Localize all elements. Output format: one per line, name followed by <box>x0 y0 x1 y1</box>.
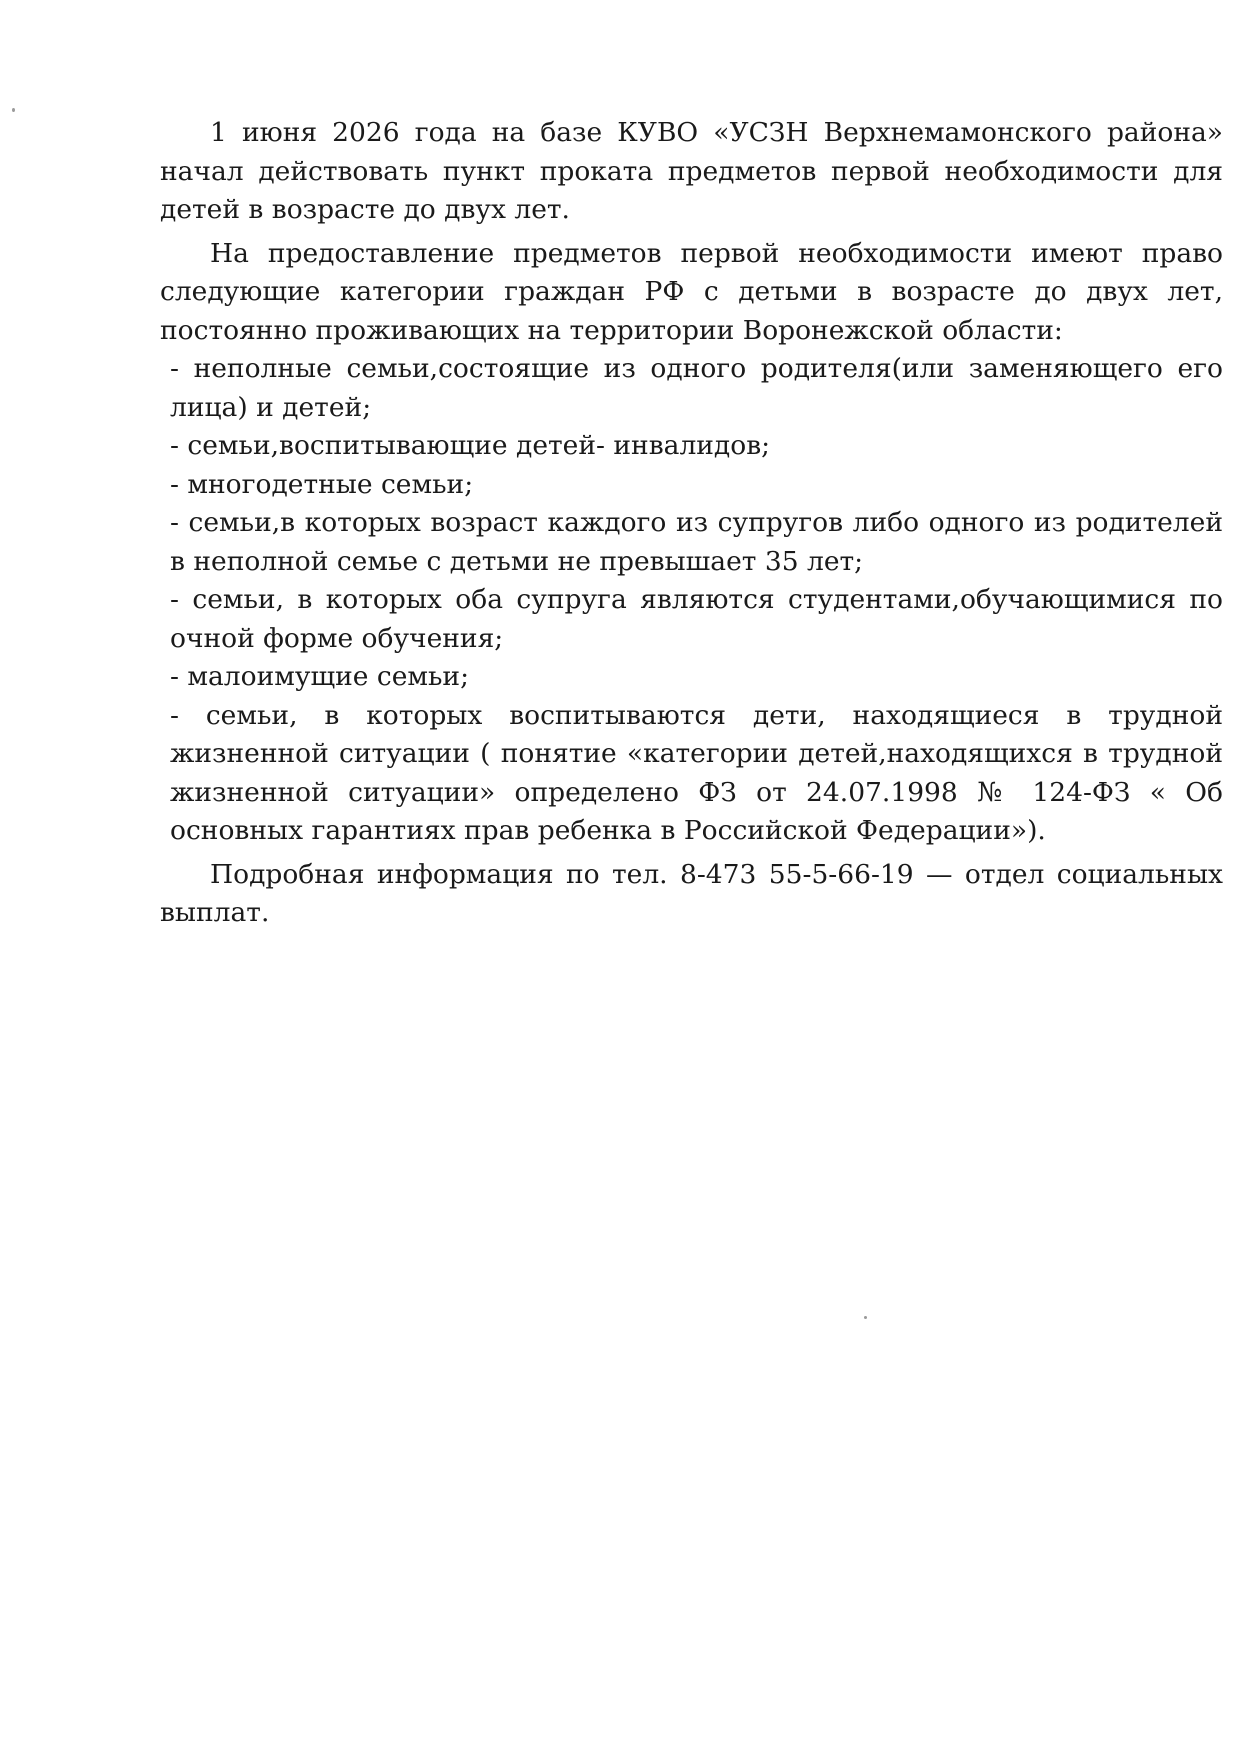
scan-speck <box>864 1316 867 1319</box>
document-body <box>160 114 1223 933</box>
eligibility-paragraph: На предоставление предметов первой необходимости имеют право следующие категории граждан РФ с детьми в возрасте до двух лет, постоянно проживающих на территории Воронежской области: <box>160 237 1223 346</box>
category-item-disabled-children: - семьи,воспитывающие детей- инвалидов; <box>170 430 771 461</box>
contact-paragraph: Подробная информация по тел. 8-473 55-5-66-19 — отдел социальных выплат. <box>160 858 1223 928</box>
category-item-single-parent: - неполные семьи,состоящие из одного родителя(или заменяющего его лица) и детей; <box>170 353 1223 423</box>
intro-paragraph: 1 июня 2026 года на базе КУВО «УСЗН Верхнемамонского района» начал действовать пункт проката предметов первой необходимости для детей в возрасте до двух лет. <box>160 117 1223 225</box>
category-item-low-income: - малоимущие семьи; <box>170 661 470 692</box>
category-item-difficult-situation: - семьи, в которых воспитываются дети, находящиеся в трудной жизненной ситуации ( понятие «категории детей,находящихся в трудной жизненной ситуации» определено ФЗ от 24.07.1998 № 124-ФЗ « Об основных гарантиях прав ребенка в Российской Федерации»). <box>170 699 1223 846</box>
category-item-large-families: - многодетные семьи; <box>170 468 474 500</box>
category-item-student-families: - семьи, в которых оба супруга являются студентами,обучающимися по очной форме обучения; <box>170 584 1223 654</box>
scan-speck <box>12 108 15 112</box>
category-item-young-families: - семьи,в которых возраст каждого из супругов либо одного из родителей в неполной семье с детьми не превышает 35 лет; <box>170 507 1223 577</box>
